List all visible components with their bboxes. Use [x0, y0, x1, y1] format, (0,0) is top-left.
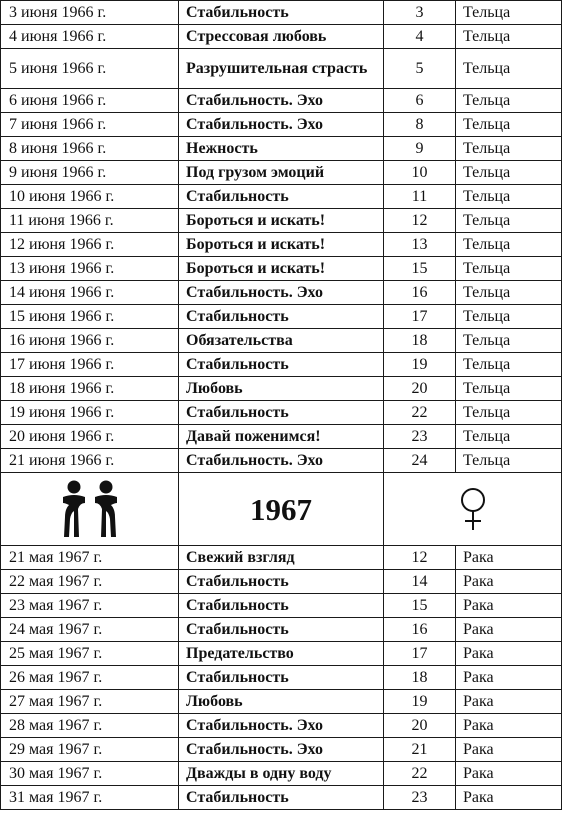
sign-cell: Тельца [456, 161, 562, 185]
table-row [1, 738, 562, 762]
date-cell: 13 июня 1966 г. [1, 257, 179, 281]
number-cell: 16 [384, 618, 456, 642]
sign-cell: Тельца [456, 185, 562, 209]
table-row [1, 570, 562, 594]
date-cell: 22 мая 1967 г. [1, 570, 179, 594]
table-row [1, 762, 562, 786]
date-cell: 26 мая 1967 г. [1, 666, 179, 690]
sign-cell: Рака [456, 762, 562, 786]
table-row [1, 281, 562, 305]
number-cell: 15 [384, 594, 456, 618]
number-cell: 19 [384, 353, 456, 377]
table-row [1, 113, 562, 137]
date-cell: 21 мая 1967 г. [1, 546, 179, 570]
number-cell: 18 [384, 666, 456, 690]
date-cell: 30 мая 1967 г. [1, 762, 179, 786]
date-cell: 3 июня 1966 г. [1, 1, 179, 25]
sign-cell: Рака [456, 666, 562, 690]
year-divider-section [1, 473, 562, 546]
sign-cell: Тельца [456, 281, 562, 305]
number-cell: 22 [384, 401, 456, 425]
date-cell: 7 июня 1966 г. [1, 113, 179, 137]
sign-cell: Рака [456, 546, 562, 570]
sign-cell: Тельца [456, 449, 562, 473]
date-cell: 20 июня 1966 г. [1, 425, 179, 449]
date-cell: 5 июня 1966 г. [1, 49, 179, 89]
sign-cell: Рака [456, 594, 562, 618]
table-row [1, 185, 562, 209]
number-cell: 9 [384, 137, 456, 161]
table-row [1, 714, 562, 738]
table-row [1, 49, 562, 89]
date-cell: 11 июня 1966 г. [1, 209, 179, 233]
number-cell: 11 [384, 185, 456, 209]
title-cell: Стабильность [179, 401, 384, 425]
title-cell: Стабильность [179, 353, 384, 377]
table-section-1966 [1, 1, 562, 473]
title-cell: Стабильность [179, 570, 384, 594]
title-cell: Стабильность [179, 666, 384, 690]
number-cell: 23 [384, 786, 456, 810]
table-row [1, 786, 562, 810]
sign-cell: Тельца [456, 113, 562, 137]
table-row [1, 642, 562, 666]
title-cell: Стабильность. Эхо [179, 89, 384, 113]
sign-cell: Тельца [456, 305, 562, 329]
table-row [1, 425, 562, 449]
sign-cell: Рака [456, 738, 562, 762]
title-cell: Давай поженимся! [179, 425, 384, 449]
venus-icon [456, 486, 490, 532]
number-cell: 20 [384, 377, 456, 401]
table-row [1, 594, 562, 618]
title-cell: Бороться и искать! [179, 257, 384, 281]
date-cell: 19 июня 1966 г. [1, 401, 179, 425]
number-cell: 17 [384, 305, 456, 329]
number-cell: 20 [384, 714, 456, 738]
number-cell: 21 [384, 738, 456, 762]
date-cell: 21 июня 1966 г. [1, 449, 179, 473]
number-cell: 23 [384, 425, 456, 449]
date-cell: 10 июня 1966 г. [1, 185, 179, 209]
number-cell: 4 [384, 25, 456, 49]
year-divider-row [1, 473, 562, 546]
date-cell: 29 мая 1967 г. [1, 738, 179, 762]
sign-cell: Тельца [456, 329, 562, 353]
date-cell: 17 июня 1966 г. [1, 353, 179, 377]
number-cell: 8 [384, 113, 456, 137]
sign-cell: Рака [456, 786, 562, 810]
venus-cell [384, 473, 562, 546]
sign-cell: Тельца [456, 49, 562, 89]
title-cell: Стабильность [179, 786, 384, 810]
date-cell: 16 июня 1966 г. [1, 329, 179, 353]
table-row [1, 1, 562, 25]
number-cell: 15 [384, 257, 456, 281]
title-cell: Стабильность [179, 185, 384, 209]
sign-cell: Тельца [456, 401, 562, 425]
number-cell: 18 [384, 329, 456, 353]
date-cell: 6 июня 1966 г. [1, 89, 179, 113]
gemini-twins-icon [57, 479, 123, 539]
title-cell: Стабильность. Эхо [179, 714, 384, 738]
date-cell: 23 мая 1967 г. [1, 594, 179, 618]
table-row [1, 690, 562, 714]
title-cell: Стабильность [179, 305, 384, 329]
table-row [1, 305, 562, 329]
sign-cell: Тельца [456, 233, 562, 257]
sign-cell: Рака [456, 690, 562, 714]
title-cell: Свежий взгляд [179, 546, 384, 570]
table-row [1, 209, 562, 233]
date-cell: 14 июня 1966 г. [1, 281, 179, 305]
title-cell: Любовь [179, 690, 384, 714]
number-cell: 3 [384, 1, 456, 25]
number-cell: 12 [384, 546, 456, 570]
number-cell: 14 [384, 570, 456, 594]
sign-cell: Тельца [456, 377, 562, 401]
date-cell: 15 июня 1966 г. [1, 305, 179, 329]
number-cell: 19 [384, 690, 456, 714]
title-cell: Стабильность. Эхо [179, 449, 384, 473]
table-row [1, 353, 562, 377]
sign-cell: Тельца [456, 137, 562, 161]
date-cell: 27 мая 1967 г. [1, 690, 179, 714]
title-cell: Стабильность [179, 594, 384, 618]
sign-cell: Рака [456, 570, 562, 594]
sign-cell: Тельца [456, 353, 562, 377]
date-cell: 9 июня 1966 г. [1, 161, 179, 185]
sign-cell: Тельца [456, 25, 562, 49]
title-cell: Бороться и искать! [179, 209, 384, 233]
number-cell: 13 [384, 233, 456, 257]
title-cell: Стабильность. Эхо [179, 113, 384, 137]
title-cell: Стабильность [179, 618, 384, 642]
title-cell: Любовь [179, 377, 384, 401]
year-label: 1967 [179, 473, 384, 546]
sign-cell: Тельца [456, 425, 562, 449]
date-cell: 25 мая 1967 г. [1, 642, 179, 666]
number-cell: 10 [384, 161, 456, 185]
title-cell: Стабильность. Эхо [179, 281, 384, 305]
number-cell: 16 [384, 281, 456, 305]
sign-cell: Рака [456, 618, 562, 642]
number-cell: 17 [384, 642, 456, 666]
date-cell: 31 мая 1967 г. [1, 786, 179, 810]
title-cell: Дважды в одну воду [179, 762, 384, 786]
title-cell: Стабильность [179, 1, 384, 25]
sign-cell: Тельца [456, 89, 562, 113]
number-cell: 22 [384, 762, 456, 786]
gemini-cell [1, 473, 179, 546]
title-cell: Стабильность. Эхо [179, 738, 384, 762]
table-row [1, 137, 562, 161]
sign-cell: Тельца [456, 257, 562, 281]
date-cell: 18 июня 1966 г. [1, 377, 179, 401]
sign-cell: Рака [456, 714, 562, 738]
number-cell: 5 [384, 49, 456, 89]
date-cell: 4 июня 1966 г. [1, 25, 179, 49]
table-row [1, 257, 562, 281]
table-row [1, 546, 562, 570]
table-row [1, 233, 562, 257]
title-cell: Бороться и искать! [179, 233, 384, 257]
title-cell: Обязательства [179, 329, 384, 353]
table-row [1, 377, 562, 401]
sign-cell: Тельца [456, 209, 562, 233]
date-cell: 24 мая 1967 г. [1, 618, 179, 642]
table-row [1, 666, 562, 690]
date-cell: 12 июня 1966 г. [1, 233, 179, 257]
sign-cell: Тельца [456, 1, 562, 25]
title-cell: Стрессовая любовь [179, 25, 384, 49]
title-cell: Разрушительная страсть [179, 49, 384, 89]
table-row [1, 449, 562, 473]
table-row [1, 329, 562, 353]
table-row [1, 25, 562, 49]
table-section-1967 [1, 546, 562, 810]
table-row [1, 161, 562, 185]
number-cell: 12 [384, 209, 456, 233]
table-row [1, 401, 562, 425]
number-cell: 24 [384, 449, 456, 473]
sign-cell: Рака [456, 642, 562, 666]
table-row [1, 89, 562, 113]
date-cell: 8 июня 1966 г. [1, 137, 179, 161]
table-row [1, 618, 562, 642]
title-cell: Под грузом эмоций [179, 161, 384, 185]
title-cell: Предательство [179, 642, 384, 666]
date-cell: 28 мая 1967 г. [1, 714, 179, 738]
title-cell: Нежность [179, 137, 384, 161]
number-cell: 6 [384, 89, 456, 113]
